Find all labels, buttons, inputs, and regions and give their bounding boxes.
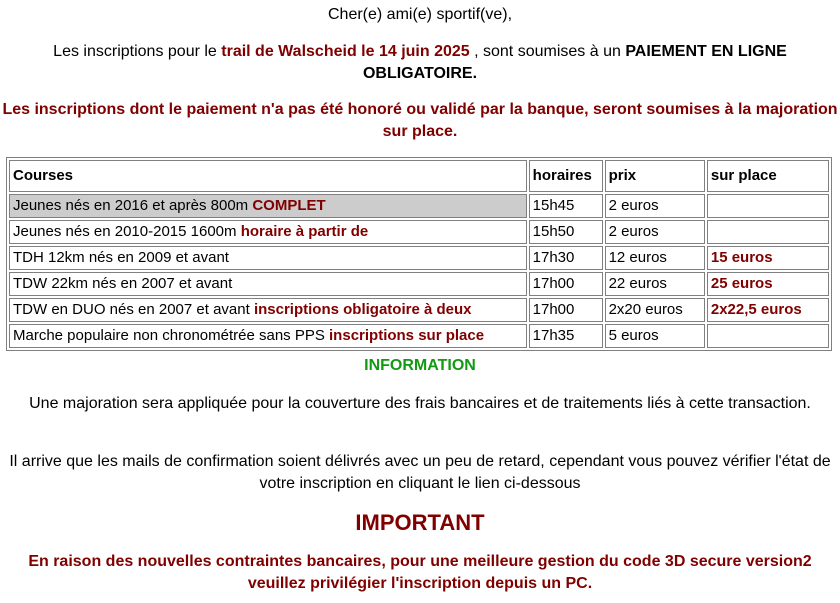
onsite-cell: 15 euros <box>707 246 829 270</box>
onsite-cell: 2x22,5 euros <box>707 298 829 322</box>
table-row <box>9 220 829 244</box>
courses-table <box>6 157 832 351</box>
time-cell: 15h45 <box>529 194 603 218</box>
intro-paragraph <box>0 41 840 85</box>
course-note: horaire à partir de <box>240 223 369 240</box>
course-label: Marche populaire non chronométrée sans PPS <box>13 327 330 344</box>
price-cell: 2x20 euros <box>605 298 705 322</box>
table-row <box>9 298 829 322</box>
price-cell: 5 euros <box>605 324 705 348</box>
payment-warning: Les inscriptions dont le paiement n'a pas été honoré ou validé par la banque, seront soumises à la majoration sur place. <box>2 101 838 140</box>
time-cell: 17h00 <box>529 298 603 322</box>
course-cell <box>9 220 527 244</box>
price-cell: 22 euros <box>605 272 705 296</box>
table-row <box>9 272 829 296</box>
table-header-row <box>9 160 829 192</box>
table-row <box>9 246 829 270</box>
course-note: COMPLET <box>252 197 326 214</box>
course-cell <box>9 194 527 218</box>
important-heading: IMPORTANT <box>355 510 485 535</box>
course-label: TDW 22km nés en 2007 et avant <box>13 275 233 292</box>
time-cell: 17h00 <box>529 272 603 296</box>
onsite-cell <box>707 194 829 218</box>
course-cell <box>9 298 527 322</box>
course-label: TDH 12km nés en 2009 et avant <box>13 249 229 266</box>
course-note: inscriptions obligatoire à deux <box>253 301 472 318</box>
majoration-paragraph: Une majoration sera appliquée pour la couverture des frais bancaires et de traitements liés à cette transaction. <box>29 395 811 412</box>
time-cell: 17h30 <box>529 246 603 270</box>
course-label: Jeunes nés en 2010-2015 1600m <box>13 223 241 240</box>
time-cell: 15h50 <box>529 220 603 244</box>
payment-emphasis: PAIEMENT EN LIGNE OBLIGATOIRE. <box>362 43 787 82</box>
information-heading: INFORMATION <box>364 357 476 374</box>
onsite-cell <box>707 220 829 244</box>
intro-before: Les inscriptions pour le <box>53 43 222 60</box>
table-row <box>9 194 829 218</box>
header-prix: prix <box>605 160 705 192</box>
table-row <box>9 324 829 348</box>
mail-paragraph: Il arrive que les mails de confirmation soient délivrés avec un peu de retard, cependant vous pouvez vérifier l'état de votre inscription en cliquant le lien ci-dessous <box>9 453 831 492</box>
onsite-cell: 25 euros <box>707 272 829 296</box>
course-cell <box>9 246 527 270</box>
course-cell <box>9 272 527 296</box>
header-courses: Courses <box>9 160 527 192</box>
time-cell: 17h35 <box>529 324 603 348</box>
course-label: Jeunes nés en 2016 et après 800m <box>13 197 253 214</box>
header-horaires: horaires <box>529 160 603 192</box>
price-cell: 2 euros <box>605 194 705 218</box>
event-name: trail de Walscheid le 14 juin 2025 <box>221 43 470 60</box>
price-cell: 2 euros <box>605 220 705 244</box>
intro-middle: , sont soumises à un <box>469 43 626 60</box>
price-cell: 12 euros <box>605 246 705 270</box>
greeting: Cher(e) ami(e) sportif(ve), <box>327 6 513 23</box>
course-cell <box>9 324 527 348</box>
bank-notice: En raison des nouvelles contraintes bancaires, pour une meilleure gestion du code 3D secure version2 veuillez privilégier l'inscription depuis un PC. <box>28 553 812 592</box>
course-label: TDW en DUO nés en 2007 et avant <box>13 301 254 318</box>
header-sur-place: sur place <box>707 160 829 192</box>
course-note: inscriptions sur place <box>329 327 485 344</box>
onsite-cell <box>707 324 829 348</box>
